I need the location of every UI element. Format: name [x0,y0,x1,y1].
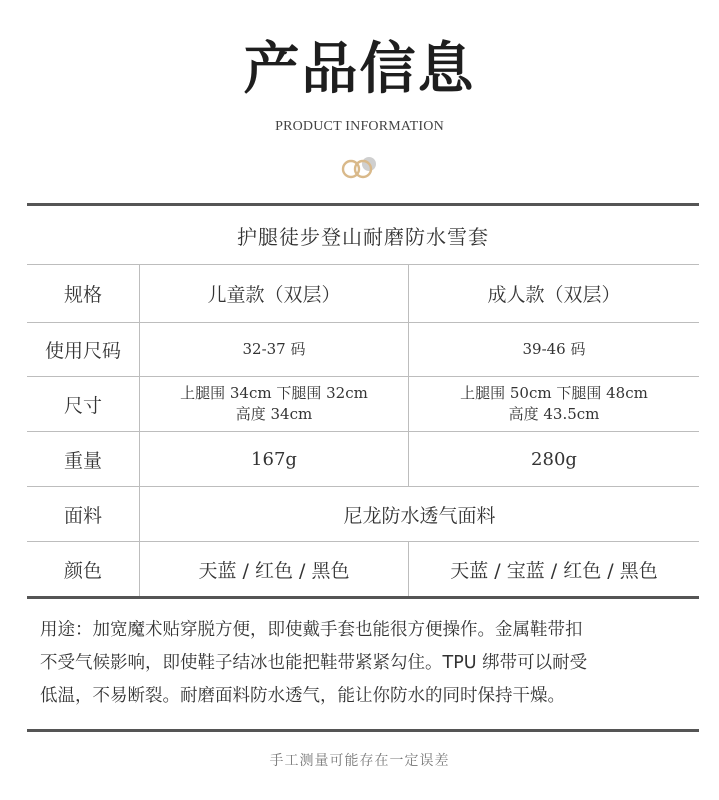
row-label-weight: 重量 [63,449,102,472]
page-subtitle: PRODUCT INFORMATION [275,119,444,134]
page-title: 产品信息 [243,37,476,102]
spec-kids: 儿童款（双层） [207,284,341,306]
row-label-color: 颜色 [63,559,102,582]
row-label-size: 使用尺码 [44,340,121,362]
dimensions-kids-line1: 上腿围 34cm 下腿围 32cm [180,384,368,402]
row-label-dimensions: 尺寸 [63,394,102,417]
measurement-note: 手工测量可能存在一定误差 [269,753,450,769]
material-value: 尼龙防水透气面料 [343,504,496,527]
dimensions-kids [140,377,408,431]
size-kids: 32-37 码 [242,340,306,358]
size-adult: 39-46 码 [522,340,586,358]
color-adult: 天蓝 / 宝蓝 / 红色 / 黑色 [450,559,658,582]
row-label-spec: 规格 [63,284,102,306]
dimensions-adult [409,377,699,431]
bottom-rule [27,729,699,732]
dimensions-adult-line1: 上腿围 50cm 下腿围 48cm [460,384,648,402]
rings-icon [336,154,384,180]
usage-line: 不受气候影响，即使鞋子结冰也能把鞋带紧紧勾住。TPU 绑带可以耐受 [40,653,588,673]
spec-adult: 成人款（双层） [487,284,621,306]
table-title: 护腿徒步登山耐磨防水雪套 [237,224,489,249]
usage-line: 用途：加宽魔术贴穿脱方便，即使戴手套也能很方便操作。金属鞋带扣 [40,620,583,640]
table-bottom-rule [27,596,699,599]
weight-adult: 280g [531,448,577,470]
row-label-material: 面料 [63,504,102,527]
usage-description [40,614,690,713]
dimensions-kids-line2: 高度 34cm [235,405,313,423]
dimensions-adult-line2: 高度 43.5cm [508,405,600,423]
weight-kids: 167g [251,448,297,470]
color-kids: 天蓝 / 红色 / 黑色 [198,559,350,582]
usage-line: 低温，不易断裂。耐磨面料防水透气，能让你防水的同时保持干燥。 [40,686,565,706]
